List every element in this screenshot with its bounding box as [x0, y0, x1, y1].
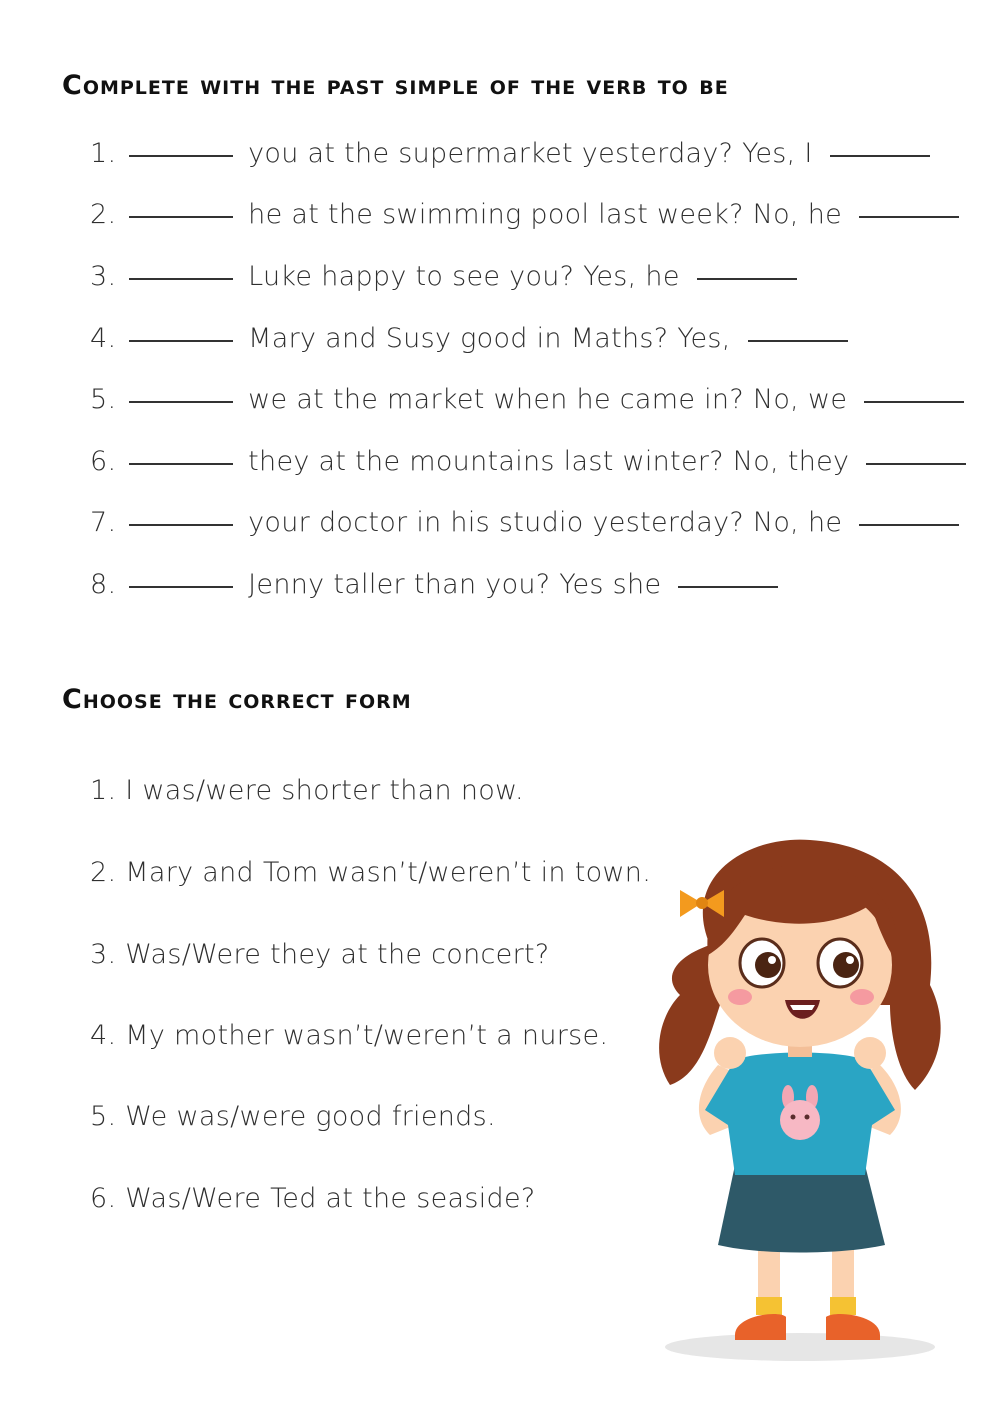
answer-blank[interactable] — [864, 399, 964, 403]
left-sock — [756, 1297, 782, 1315]
item-number: 6. — [90, 1183, 117, 1214]
item-number: 8. — [90, 569, 117, 600]
answer-blank[interactable] — [129, 522, 233, 526]
left-cheek — [728, 989, 752, 1005]
item-text: We was/were good friends. — [125, 1101, 496, 1132]
answer-blank[interactable] — [129, 338, 233, 342]
girl-illustration — [640, 835, 960, 1365]
bow-knot — [696, 897, 708, 909]
item-text: Mary and Tom wasn’t/weren’t in town. — [125, 857, 652, 888]
bunny-eye — [791, 1115, 796, 1120]
answer-blank[interactable] — [129, 153, 233, 157]
item-text: we at the market when he came in? No, we — [248, 384, 848, 415]
exercise1-item-7 — [90, 507, 965, 538]
exercise1-item-2 — [90, 199, 965, 230]
item-number: 1. — [90, 138, 117, 169]
exercise1-item-1 — [90, 138, 936, 169]
right-fist — [854, 1037, 886, 1069]
exercise1-item-5 — [90, 384, 970, 415]
exercise1-item-6 — [90, 446, 972, 477]
item-number: 5. — [90, 1101, 117, 1132]
item-text: they at the mountains last winter? No, they — [248, 446, 850, 477]
right-sock — [830, 1297, 856, 1315]
item-number: 4. — [90, 1020, 117, 1051]
answer-blank[interactable] — [129, 276, 233, 280]
answer-blank[interactable] — [678, 584, 778, 588]
left-pupil — [755, 952, 781, 978]
skirt — [718, 1165, 885, 1253]
exercise2-item-2[interactable] — [90, 857, 651, 888]
eye-shine — [846, 956, 854, 964]
item-number: 3. — [90, 939, 117, 970]
bunny-icon — [780, 1100, 820, 1140]
right-cheek — [850, 989, 874, 1005]
item-text: Was/Were Ted at the seaside? — [125, 1183, 536, 1214]
right-pupil — [833, 952, 859, 978]
exercise2-item-3[interactable] — [90, 939, 550, 970]
item-text: Mary and Susy good in Maths? Yes, — [248, 323, 731, 354]
item-number: 1. — [90, 775, 117, 806]
exercise2-item-4[interactable] — [90, 1020, 608, 1051]
item-text: you at the supermarket yesterday? Yes, I — [248, 138, 813, 169]
item-number: 2. — [90, 199, 117, 230]
item-number: 6. — [90, 446, 117, 477]
exercise2-item-6[interactable] — [90, 1183, 536, 1214]
answer-blank[interactable] — [859, 522, 959, 526]
exercise2-item-5[interactable] — [90, 1101, 496, 1132]
answer-blank[interactable] — [697, 276, 797, 280]
ground-shadow — [665, 1333, 935, 1361]
eye-shine — [768, 956, 776, 964]
answer-blank[interactable] — [830, 153, 930, 157]
item-number: 4. — [90, 323, 117, 354]
item-text: Jenny taller than you? Yes she — [248, 569, 662, 600]
item-text: My mother wasn’t/weren’t a nurse. — [125, 1020, 609, 1051]
left-shoe — [735, 1314, 786, 1340]
item-text: Luke happy to see you? Yes, he — [248, 261, 680, 292]
answer-blank[interactable] — [748, 338, 848, 342]
exercise2-item-1[interactable] — [90, 775, 524, 806]
bunny-eye — [805, 1115, 810, 1120]
item-number: 3. — [90, 261, 117, 292]
exercise1-item-8 — [90, 569, 784, 600]
item-text: I was/were shorter than now. — [125, 775, 524, 806]
answer-blank[interactable] — [859, 214, 959, 218]
item-text: your doctor in his studio yesterday? No, he — [248, 507, 843, 538]
section2-title: Choose the correct form — [62, 684, 412, 715]
answer-blank[interactable] — [866, 461, 966, 465]
item-number: 7. — [90, 507, 117, 538]
answer-blank[interactable] — [129, 214, 233, 218]
left-fist — [714, 1037, 746, 1069]
answer-blank[interactable] — [129, 461, 233, 465]
right-shoe — [826, 1314, 880, 1340]
exercise1-item-3 — [90, 261, 803, 292]
item-text: he at the swimming pool last week? No, he — [248, 199, 843, 230]
section1-title: Complete with the past simple of the verb to be — [62, 70, 729, 101]
answer-blank[interactable] — [129, 399, 233, 403]
item-number: 5. — [90, 384, 117, 415]
item-text: Was/Were they at the concert? — [125, 939, 550, 970]
exercise1-item-4 — [90, 323, 854, 354]
item-number: 2. — [90, 857, 117, 888]
answer-blank[interactable] — [129, 584, 233, 588]
teeth — [790, 1005, 815, 1010]
